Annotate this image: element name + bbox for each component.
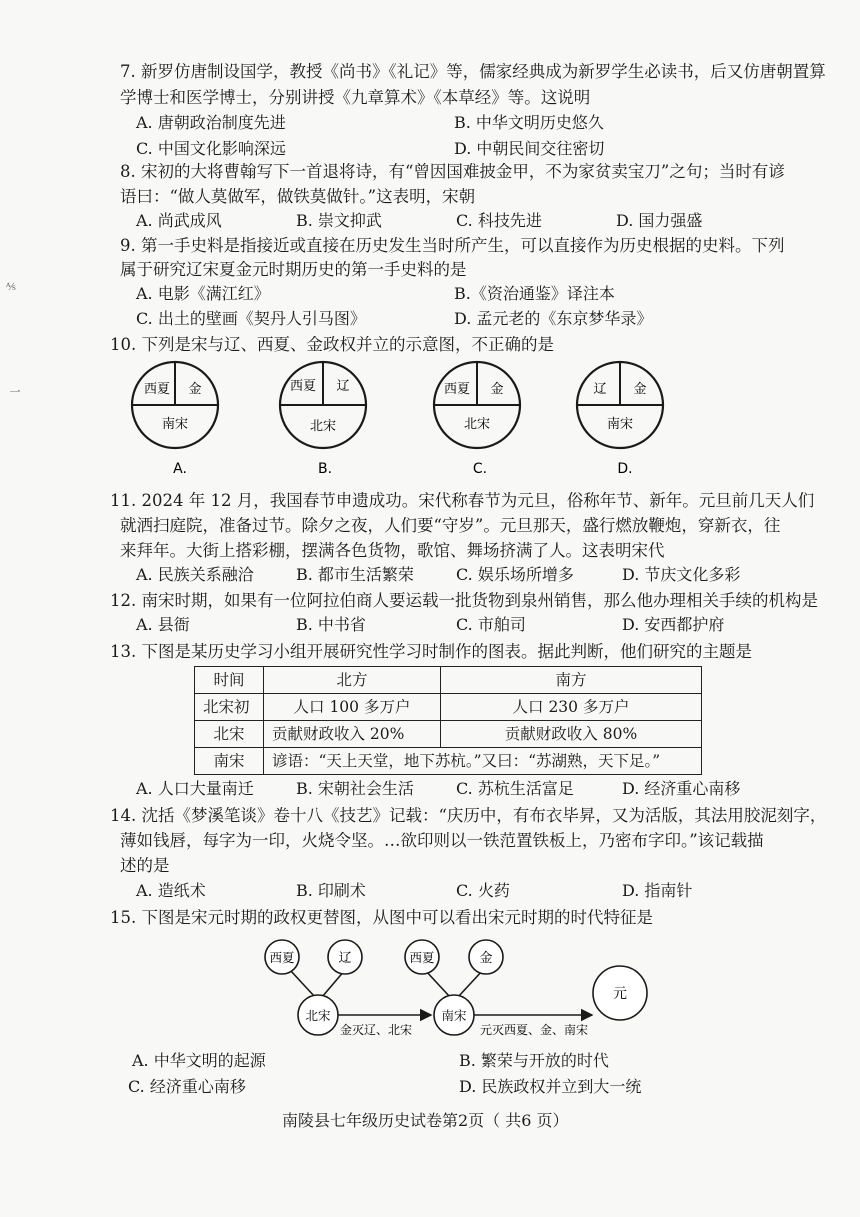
- q14-option-a[interactable]: A. 造纸术: [136, 881, 206, 900]
- q8-option-d[interactable]: D. 国力强盛: [616, 211, 703, 230]
- node-jin: [469, 940, 503, 974]
- q10-circle-diagrams: [125, 360, 685, 480]
- table-cell: 人口 100 多万户: [264, 694, 441, 721]
- q15-stem: 15. 下图是宋元时期的政权更替图，从图中可以看出宋元时期的时代特征是: [110, 908, 653, 927]
- q8-option-b[interactable]: B. 崇文抑武: [296, 211, 382, 230]
- q10-stem: 10. 下列是宋与辽、西夏、金政权并立的示意图，不正确的是: [110, 335, 554, 354]
- q10-a-label: A.: [173, 461, 187, 477]
- q15-regime-diagram: [250, 935, 690, 1045]
- q8-stem-line2: 语曰：“做人莫做军，做铁莫做针。”这表明，宋朝: [120, 187, 476, 206]
- q9-option-a[interactable]: A. 电影《满江红》: [136, 284, 270, 303]
- q10-d-label: D.: [617, 461, 633, 477]
- q10-circle-b[interactable]: [280, 362, 366, 477]
- svg-text:金: 金: [479, 951, 493, 966]
- q10-c-bottom: 北宋: [463, 417, 491, 432]
- table-cell: 人口 230 多万户: [441, 694, 702, 721]
- q11-option-b[interactable]: B. 都市生活繁荣: [296, 565, 414, 584]
- q12-option-d[interactable]: D. 安西都护府: [622, 615, 725, 634]
- node-yuan: [593, 966, 647, 1020]
- q12-stem: 12. 南宋时期，如果有一位阿拉伯商人要运载一批货物到泉州销售，那么他办理相关手续的机构是: [110, 591, 818, 610]
- q13-option-d[interactable]: D. 经济重心南移: [622, 779, 741, 798]
- q15-option-b[interactable]: B. 繁荣与开放的时代: [459, 1051, 609, 1070]
- q14-stem-line3: 述的是: [120, 856, 170, 875]
- table-row: [195, 748, 702, 775]
- q9-stem-line1: 9. 第一手史料是指接近或直接在历史发生当时所产生，可以直接作为历史根据的史料。下列: [120, 236, 785, 255]
- node-xixia-1: [265, 940, 299, 974]
- margin-mark-top: ⅍: [6, 280, 16, 293]
- q8-option-c[interactable]: C. 科技先进: [456, 211, 542, 230]
- q9-option-b[interactable]: B.《资治通鉴》译注本: [454, 284, 615, 303]
- q14-option-b[interactable]: B. 印刷术: [296, 881, 366, 900]
- svg-text:元: 元: [613, 986, 627, 1002]
- q10-b-label: B.: [317, 461, 333, 477]
- q7-stem-line2: 学博士和医学博士，分别讲授《九章算术》《本草经》等。这说明: [120, 88, 591, 107]
- q10-b-bottom: 北宋: [309, 419, 337, 434]
- node-xixia-2: [405, 940, 439, 974]
- q9-stem-line2: 属于研究辽宋夏金元时期历史的第一手史料的是: [120, 260, 467, 279]
- table-cell-proverb: 谚语：“天上天堂，地下苏杭。”又曰：“苏湖熟，天下足。”: [264, 748, 702, 775]
- table-cell: 北宋: [195, 721, 264, 748]
- svg-text:南宋: 南宋: [441, 1008, 467, 1023]
- margin-mark-bottom: 一: [8, 386, 21, 397]
- q13-option-b[interactable]: B. 宋朝社会生活: [296, 779, 414, 798]
- q14-stem-line1: 14. 沈括《梦溪笔谈》卷十八《技艺》记载：“庆历中，有布衣毕昇，又为活版，其法用胶泥刻字，: [110, 806, 827, 825]
- table-header-cell: 时间: [195, 667, 264, 694]
- page-footer: 南陵县七年级历史试卷第2页（ 共6 页）: [282, 1111, 569, 1130]
- label-arrow-2: 元灭西夏、金、南宋: [480, 1023, 589, 1037]
- q10-d-bottom: 南宋: [606, 417, 634, 432]
- q7-option-c[interactable]: C. 中国文化影响深远: [136, 139, 286, 158]
- q14-option-d[interactable]: D. 指南针: [622, 881, 693, 900]
- q11-option-d[interactable]: D. 节庆文化多彩: [622, 565, 741, 584]
- q10-a-bottom: 南宋: [161, 417, 189, 432]
- table-row: [195, 721, 702, 748]
- q12-option-c[interactable]: C. 市舶司: [456, 615, 526, 634]
- svg-text:北宋: 北宋: [305, 1008, 331, 1023]
- q15-option-c[interactable]: C. 经济重心南移: [128, 1077, 246, 1096]
- q7-stem-line1: 7. 新罗仿唐制设国学，教授《尚书》《礼记》等，儒家经典成为新罗学生必读书，后又仿唐朝置算: [120, 62, 826, 81]
- q10-a-top-right: 金: [188, 382, 202, 397]
- q10-circle-a[interactable]: [132, 362, 218, 477]
- node-nansong: [434, 995, 474, 1035]
- table-cell: 北宋初: [195, 694, 264, 721]
- table-header-cell: 北方: [264, 667, 441, 694]
- q9-option-d[interactable]: D. 孟元老的《东京梦华录》: [454, 309, 653, 328]
- table-cell: 南宋: [195, 748, 264, 775]
- q10-circle-d[interactable]: [577, 362, 663, 477]
- table-header-row: [195, 667, 702, 694]
- q10-c-top-left: 西夏: [443, 382, 471, 397]
- svg-text:西夏: 西夏: [409, 950, 435, 965]
- q11-option-a[interactable]: A. 民族关系融洽: [136, 565, 254, 584]
- table-header-cell: 南方: [441, 667, 702, 694]
- q10-a-top-left: 西夏: [143, 382, 171, 397]
- q7-option-a[interactable]: A. 唐朝政治制度先进: [136, 113, 286, 132]
- q7-option-d[interactable]: D. 中朝民间交往密切: [454, 139, 605, 158]
- q10-d-top-right: 金: [633, 382, 647, 397]
- node-liao: [328, 940, 362, 974]
- q10-b-top-right: 辽: [336, 379, 350, 394]
- q12-option-b[interactable]: B. 中书省: [296, 615, 366, 634]
- q11-stem-line1: 11. 2024 年 12 月，我国春节申遗成功。宋代称春节为元旦，俗称年节、新年。元旦前几天人们: [110, 491, 815, 510]
- label-arrow-1: 金灭辽、北宋: [340, 1023, 413, 1037]
- q8-stem-line1: 8. 宋初的大将曹翰写下一首退将诗，有“曾因国难披金甲，不为家贫卖宝刀”之句；当时有谚: [120, 162, 785, 181]
- svg-text:辽: 辽: [338, 951, 352, 966]
- q10-b-top-left: 西夏: [289, 379, 317, 394]
- q10-c-top-right: 金: [490, 382, 504, 397]
- table-row: [195, 694, 702, 721]
- q10-circle-c[interactable]: [434, 362, 520, 477]
- q10-c-label: C.: [472, 461, 488, 477]
- q8-option-a[interactable]: A. 尚武成风: [136, 211, 222, 230]
- svg-text:西夏: 西夏: [269, 950, 295, 965]
- q15-option-d[interactable]: D. 民族政权并立到大一统: [459, 1077, 642, 1096]
- node-beisong: [298, 995, 338, 1035]
- q7-option-b[interactable]: B. 中华文明历史悠久: [454, 113, 604, 132]
- q10-d-top-left: 辽: [593, 382, 607, 397]
- q13-stem: 13. 下图是某历史学习小组开展研究性学习时制作的图表。据此判断，他们研究的主题是: [110, 642, 752, 661]
- q11-option-c[interactable]: C. 娱乐场所增多: [456, 565, 574, 584]
- q9-option-c[interactable]: C. 出土的壁画《契丹人引马图》: [136, 309, 366, 328]
- q13-option-c[interactable]: C. 苏杭生活富足: [456, 779, 574, 798]
- table-cell: 贡献财政收入 20%: [264, 721, 441, 748]
- q12-option-a[interactable]: A. 县衙: [136, 615, 190, 634]
- q11-stem-line2: 就洒扫庭院，准备过节。除夕之夜，人们要“守岁”。元旦那天，盛行燃放鞭炮，穿新衣，往: [120, 516, 781, 535]
- q15-option-a[interactable]: A. 中华文明的起源: [132, 1051, 266, 1070]
- q13-data-table: [194, 666, 702, 775]
- q14-option-c[interactable]: C. 火药: [456, 881, 510, 900]
- q11-stem-line3: 来拜年。大街上搭彩棚，摆满各色货物，歌馆、舞场挤满了人。这表明宋代: [120, 541, 665, 560]
- table-cell: 贡献财政收入 80%: [441, 721, 702, 748]
- q14-stem-line2: 薄如钱唇，每字为一印，火烧令坚。…欲印则以一铁范置铁板上，乃密布字印。”该记载描: [120, 831, 764, 850]
- q13-option-a[interactable]: A. 人口大量南迁: [136, 779, 254, 798]
